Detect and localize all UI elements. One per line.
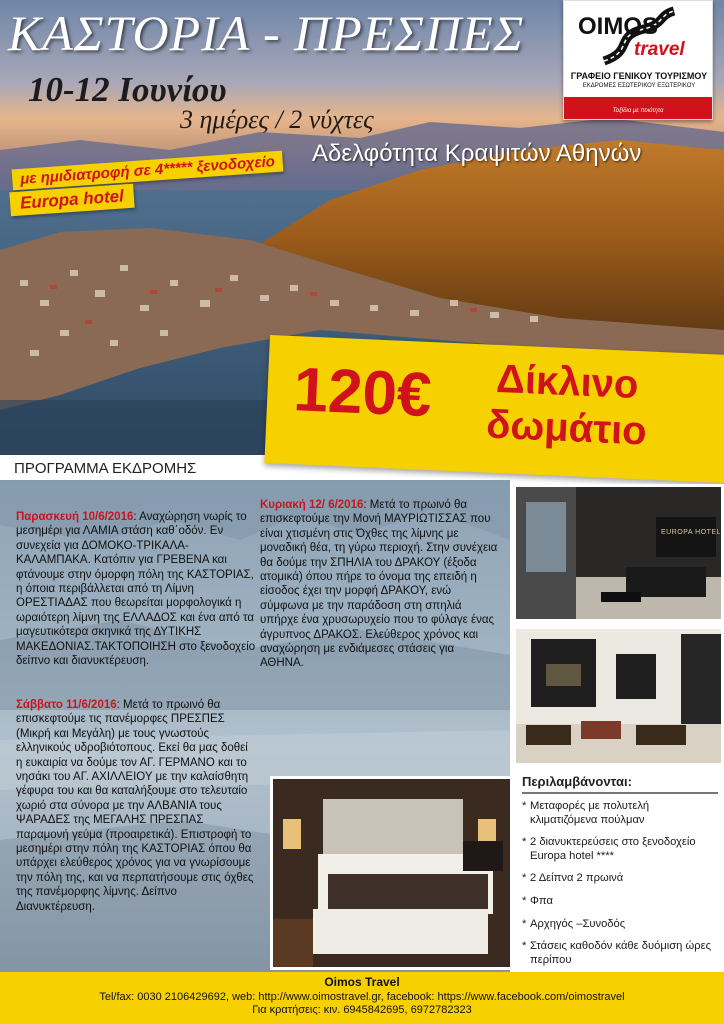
hotel-name-badge: Europa hotel — [9, 184, 134, 217]
footer — [0, 972, 724, 1024]
logo-brand: OIMOS — [578, 13, 659, 40]
include-item: * Αρχηγός –Συνοδός — [522, 918, 718, 932]
includes-heading: Περιλαμβάνονται: — [522, 774, 718, 794]
logo-brand-accent: travel — [634, 39, 685, 60]
footer-contact[interactable]: Tel/fax: 0030 2106429692, web: http://www.oimostravel.gr, facebook: https://www.facebook.com/oimostravel — [99, 991, 625, 1003]
hotel-lounge-photo — [513, 626, 724, 766]
hotel-bedroom-photo — [270, 776, 513, 970]
price-amount: 120€ — [292, 355, 433, 431]
program-day2 — [16, 698, 254, 914]
bedroom-illustration — [273, 779, 510, 967]
room-type-line2: δωμάτιο — [485, 402, 648, 454]
day1-description: : Αναχώρηση νωρίς το μεσημέρι για ΛΑΜΙΑ στάση καθ΄οδόν. Εν συνεχεία για ΔΟΜΟΚΟ-ΤΡΙΚΑΛΑ-ΚΑΛΑΜΠΑΚΑ. Κατόπιν για ΓΡΕΒΕΝΑ και φτάνουμε στην όμορφη πόλη της ΚΑΣΤΟΡΙΑΣ, η όποια περιβάλλεται από τη Λίμνη ΟΡΕΣΤΙΑΔΑΣ που θεωρείται μορφολογικά η ωραιότερη λίμνη της ΕΛΛΑΔΟΣ και ένα από τα μαγευτικότερα σκηνικά της ΔΥΤΙΚΗΣ ΜΑΚΕΔΟΝΙΑΣ.ΤΑΚΤΟΠΟΙΗΣΗ στο ξενοδοχείο δείπνο και διανυκτέρευση. — [16, 511, 256, 668]
trip-title: ΚΑΣΤΟΡΙΑ - ΠΡΕΣΠΕΣ — [8, 5, 525, 61]
include-item: * Στάσεις καθοδόν κάθε δυόμιση ώρες περίπου — [522, 940, 718, 967]
include-item: * Φπα — [522, 895, 718, 909]
program-day1 — [16, 510, 256, 668]
day2-description: : Μετά το πρωινό θα επισκεφτούμε τις πανέμορφες ΠΡΕΣΠΕΣ (Μικρή και Μεγάλη) με τους γνωστούς ελληνικούς υδροβιότοπους. Εκεί θα μας δοθεί η ευκαιρία να δούμε τον ΑΓ. ΓΕΡΜΑΝΟ και το νησάκι του ΑΓ. ΑΧΙΛΛΕΙΟΥ με την καλαίσθητη γέφυρα του και θα καταλήξουμε στο τελευταίο χωριό στα σύνορα με την ΑΛΒΑΝΙΑ τους ΨΑΡΑΔΕΣ της ΜΕΓΑΛΗΣ ΠΡΕΣΠΑΣ παραμονή γεύμα (προαιρετικά). Επιστροφή το μεσημέρι στην πόλη της ΚΑΣΤΟΡΙΑΣ όπου θα υπάρχει ελεύθερος χρόνος για να γνωρίσουμε την πόλη της, και να περπατήσουμε στις όχθες της πανέμορφης λίμνης. Δείπνο Διανυκτέρευση. — [16, 699, 254, 913]
lounge-illustration — [516, 629, 721, 763]
day2-label: Σάββατο 11/6/2016 — [16, 699, 117, 711]
logo-subtitle: ΓΡΑΦΕΙΟ ΓΕΝΙΚΟΥ ΤΟΥΡΙΣΜΟΥ — [570, 71, 708, 81]
logo-tagline: Ταξίδια με ποιότητα — [612, 108, 664, 114]
footer-company: Oimos Travel — [324, 975, 400, 989]
europa-hotel-sign: EUROPA HOTEL — [661, 529, 721, 536]
price-banner — [264, 335, 724, 483]
half-board-badge: με ημιδιατροφή σε 4***** ξενοδοχείο — [12, 151, 284, 191]
includes-list — [522, 774, 718, 976]
day3-description: : Μετά το πρωινό θα επισκεφτούμε την Μονή ΜΑΥΡΙΩΤΙΣΣΑΣ που είναι χτισμένη στις Όχθες της λίμνης με μοναδική θέα, τη γύρω περιοχή. Στην συνέχεια θα δούμε την ΣΠΗΛΙΑ του ΔΡΑΚΟΥ (έξοδα ατομικά) όπου πήρε το όνομα της επειδή η είσοδος έχει την μορφή ΔΡΑΚΟΥ, ενώ σύμφωνα με την παράδοση στη σπηλιά υπήρχε ένα χρυσωρυχείο που το φύλαγε ένας άγρυπνος ΔΡΑΚΟΣ. Ελεύθερος χρόνος και αναχώρηση με ενδιάμεσες στάσεις για ΑΘΗΝΑ. — [260, 499, 498, 670]
day1-label: Παρασκευή 10/6/2016 — [16, 511, 134, 523]
include-item: * 2 Δείπνα 2 πρωινά — [522, 872, 718, 886]
program-day3 — [260, 498, 500, 671]
lobby-illustration — [516, 487, 721, 619]
oimos-travel-logo[interactable] — [563, 0, 713, 120]
day3-label: Κυριακή 12/ 6/2016 — [260, 499, 364, 511]
trip-duration: 3 ημέρες / 2 νύχτες — [180, 105, 374, 134]
include-item: * 2 διανυκτερεύσεις στο ξενοδοχείο Europa hotel **** — [522, 836, 718, 863]
footer-booking-phones[interactable]: Για κρατήσεις: κιν. 6945842695, 6972782323 — [252, 1004, 472, 1016]
program-heading: ΠΡΟΓΡΑΜΜΑ ΕΚΔΡΟΜΗΣ — [14, 460, 234, 482]
include-item: * Μεταφορές με πολυτελή κλιματιζόμενα πούλμαν — [522, 800, 718, 827]
organizer-name: Αδελφότητα Κραψιτών Αθηνών — [312, 140, 642, 167]
logo-subtitle-secondary: ΕΚΔΡΟΜΕΣ ΕΣΩΤΕΡΙΚΟΥ ΕΞΩΤΕΡΙΚΟΥ — [582, 83, 696, 89]
room-type-line1: Δίκλινο — [495, 356, 640, 408]
trip-dates: 10-12 Ιουνίου — [28, 70, 227, 109]
hotel-lobby-photo — [513, 484, 724, 622]
